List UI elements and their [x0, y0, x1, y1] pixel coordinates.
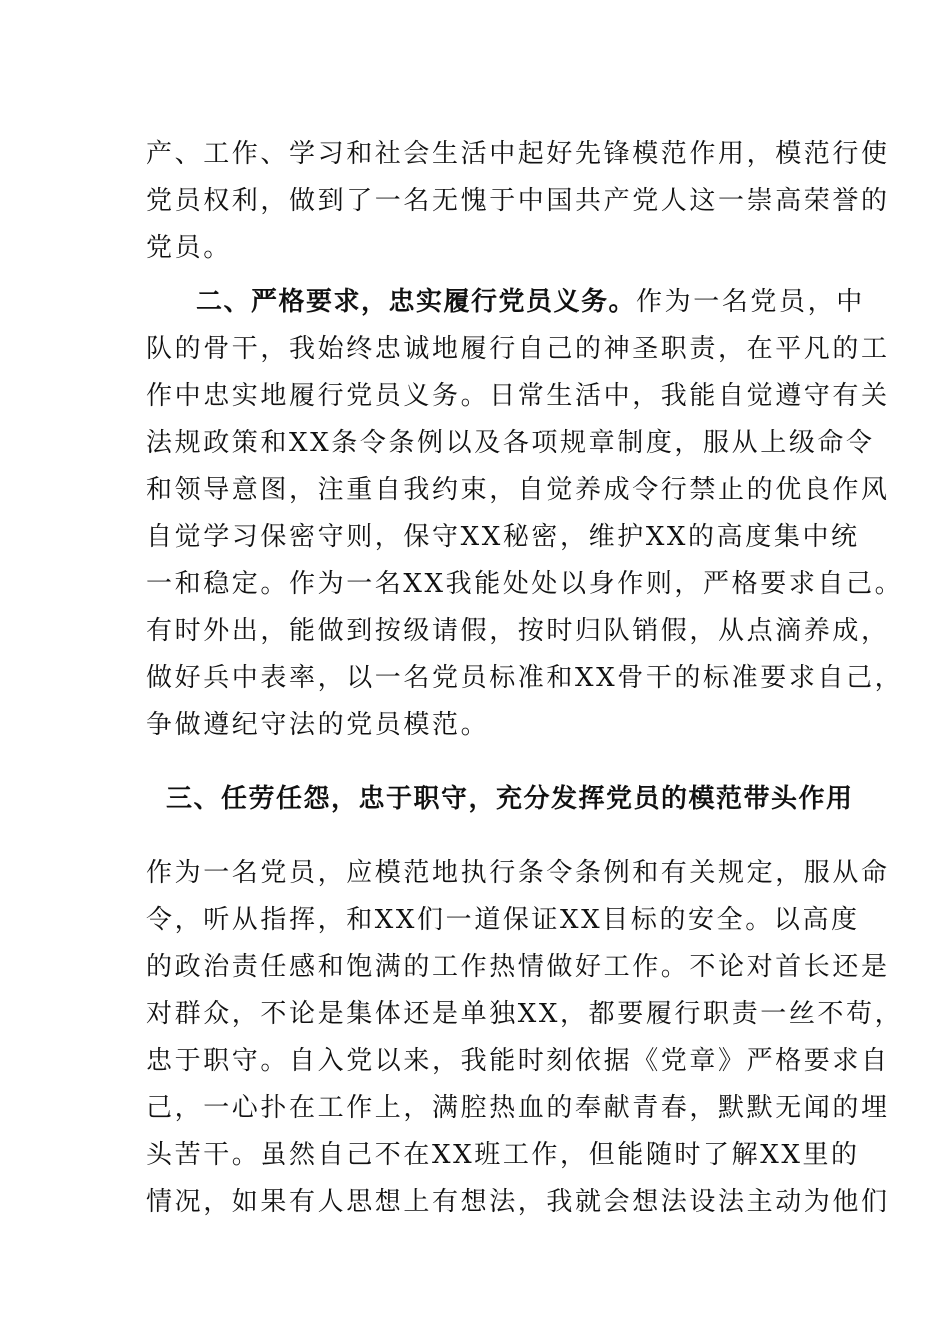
- text-line: 令，听从指挥，和XX们一道保证XX目标的安全。以高度: [146, 905, 860, 935]
- text-line: 队的骨干，我始终忠诚地履行自己的神圣职责，在平凡的工: [146, 334, 890, 364]
- text-line: 产、工作、学习和社会生活中起好先锋模范作用，模范行使: [146, 139, 890, 169]
- section-three-heading: 三、任劳任怨，忠于职守，充分发挥党员的模范带头作用: [166, 784, 854, 814]
- text-line: 作中忠实地履行党员义务。日常生活中，我能自觉遵守有关: [146, 381, 890, 411]
- text-line: 有时外出，能做到按级请假，按时归队销假，从点滴养成，: [146, 616, 890, 646]
- text-line: 作为一名党员，应模范地执行条令条例和有关规定，服从命: [146, 858, 890, 888]
- text-line: 作为一名党员，中: [636, 287, 865, 317]
- text-line: 党员。: [146, 233, 232, 263]
- section-two-line: [196, 287, 865, 317]
- text-line: 己，一心扑在工作上，满腔热血的奉献青春，默默无闻的埋: [146, 1093, 890, 1123]
- text-line: 头苦干。虽然自己不在XX班工作，但能随时了解XX里的: [146, 1140, 860, 1170]
- text-line: 一和稳定。作为一名XX我能处处以身作则，严格要求自己。: [146, 569, 904, 599]
- text-line: 党员权利，做到了一名无愧于中国共产党人这一崇高荣誉的: [146, 186, 890, 216]
- text-line: 自觉学习保密守则，保守XX秘密，维护XX的高度集中统: [146, 522, 860, 552]
- text-line: 做好兵中表率，以一名党员标准和XX骨干的标准要求自己，: [146, 663, 904, 693]
- text-line: 争做遵纪守法的党员模范。: [146, 710, 490, 740]
- text-line: 法规政策和XX条令条例以及各项规章制度，服从上级命令: [146, 428, 875, 458]
- text-line: 和领导意图，注重自我约束，自觉养成令行禁止的优良作风: [146, 475, 890, 505]
- text-line: 忠于职守。自入党以来，我能时刻依据《党章》严格要求自: [146, 1046, 890, 1076]
- text-line: 的政治责任感和饱满的工作热情做好工作。不论对首长还是: [146, 952, 890, 982]
- text-line: 对群众，不论是集体还是单独XX，都要履行职责一丝不苟，: [146, 999, 904, 1029]
- text-line: 情况，如果有人思想上有想法，我就会想法设法主动为他们: [146, 1187, 890, 1217]
- section-two-heading: 二、严格要求，忠实履行党员义务。: [196, 287, 637, 317]
